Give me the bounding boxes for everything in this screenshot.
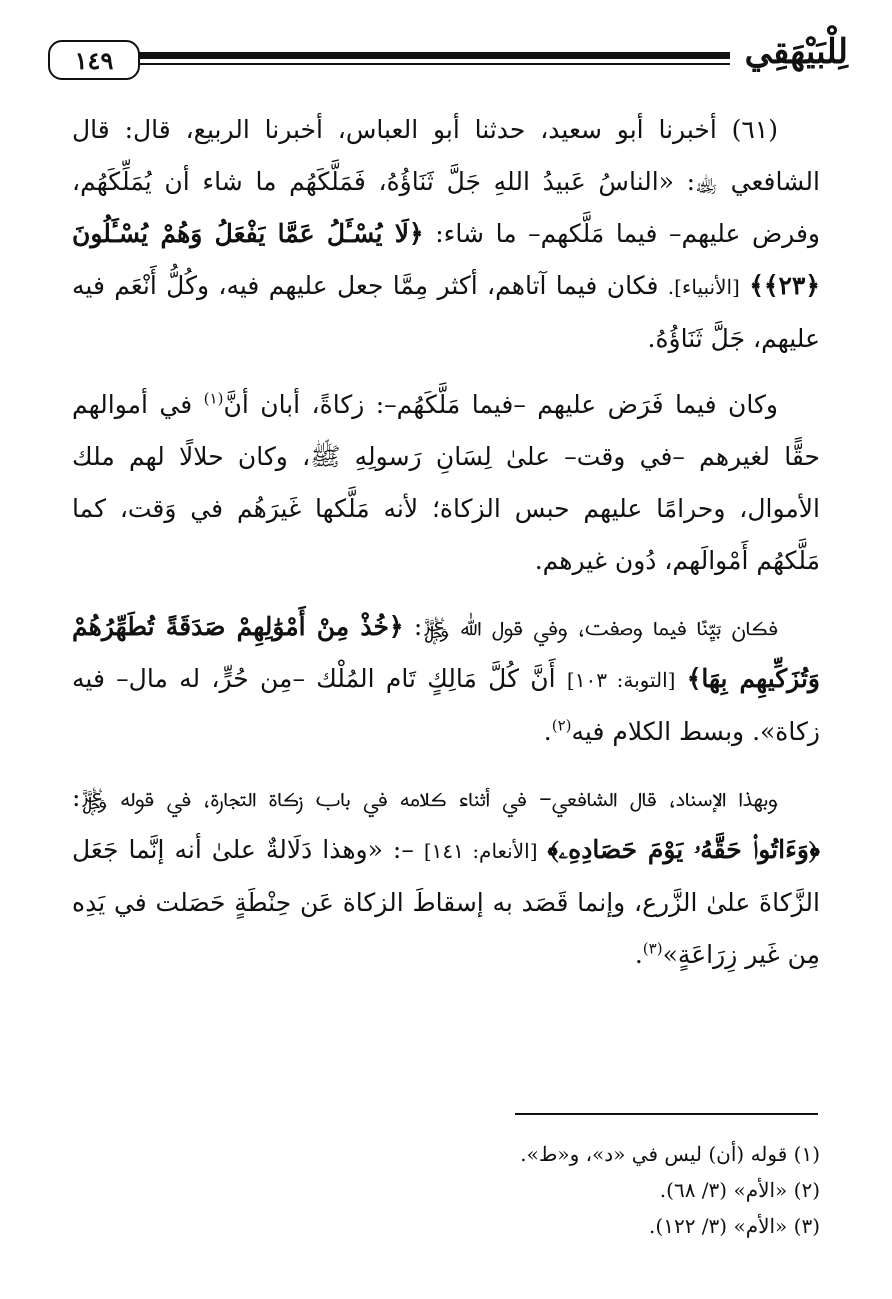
space — [538, 835, 548, 864]
surah-reference: [الأنعام: ١٤١] — [423, 839, 538, 863]
paragraph-61 — [72, 104, 820, 365]
space — [675, 664, 686, 693]
text-run: وبهذا الإسناد، قال الشافعي– في أثناء كلامه في باب زكاة التجارة، في قوله ﷿: — [72, 783, 778, 812]
page-number: ١٤٩ — [48, 40, 140, 80]
footnote-marker: (٣) — [642, 939, 663, 958]
header-rule-thick — [138, 52, 730, 59]
text-run: فكان فيما آتاهم، أكثر مِمَّا جعل عليهم فيه، وكُلُّ أَنْعَم فيه عليهم، جَلَّ ثَنَاؤُهُ. — [72, 271, 820, 353]
text-run: وكان فيما فَرَض عليهم –فيما مَلَّكَهُم–: زكاةً، أبان أنَّ — [223, 390, 778, 419]
space — [740, 271, 749, 300]
footnote-marker: (٢) — [551, 716, 572, 735]
paragraph-zakat — [72, 379, 820, 587]
footnote-2: (٢) «الأم» (٣/ ٦٨). — [659, 1178, 820, 1202]
surah-reference: [التوبة: ١٠٣] — [566, 668, 676, 692]
text-run: –: «وهذا دَلَالةٌ علىٰ أنه إنَّما جَعَل الزَّكاةَ علىٰ الزَّرع، وإنما قَصَد به إسقاطَ الزكاة عَن حِنْطَةٍ حَصَلت في يَدِه مِن غَير زِرَاعَةٍ» — [72, 835, 820, 969]
text-run: . — [634, 940, 643, 969]
quran-verse: ﴿وَءَاتُوا۟ حَقَّهُۥ يَوْمَ حَصَادِهِۦ﴾ — [547, 835, 820, 864]
text-run: . — [543, 717, 552, 746]
main-text — [72, 104, 820, 995]
quran-verse: ﴿خُذْ مِنْ أَمْوَٰلِهِمْ صَدَقَةً تُطَهِّرُهُمْ وَتُزَكِّيهِم بِهَا﴾ — [72, 612, 820, 693]
text-run: فكان بَيِّنًا فيما وصفت، وفي قول الله ﷿: — [403, 612, 778, 641]
page-header — [40, 32, 848, 98]
text-run: أَنَّ كُلَّ مَالِكٍ تَام المُلْك –مِن حُرٍّ، له مال– فيه زكاة». وبسط الكلام فيه — [72, 664, 820, 746]
footnote-marker: (١) — [203, 389, 224, 408]
header-rule-thin — [138, 63, 730, 65]
running-title: لِلْبَيْهَقِي — [744, 32, 848, 72]
paragraph-isnad — [72, 772, 820, 981]
surah-reference: [الأنبياء]. — [667, 275, 740, 299]
quran-verse: ﴿لَا يُسْـَٔلُ عَمَّا يَفْعَلُ وَهُمْ يُسْـَٔلُونَ ﴿٢٣﴾﴾ — [72, 219, 820, 300]
footnote-1: (١) قوله (أن) ليس في «د»، و«ط». — [520, 1142, 820, 1166]
footnote-3: (٣) «الأم» (٣/ ١٢٢). — [649, 1214, 820, 1238]
text-run: في أموالهم حقًّا لغيرهم –في وقت– علىٰ لِسَانِ رَسولِهِ ﷺ، وكان حلالًا لهم ملك الأموال، وحرامًا عليهم حبس الزكاة؛ لأنه مَلَّكها غَيرَهُم في وَقت، كما مَلَّكهُم أَمْوالَهم، دُون غيرهم. — [72, 390, 820, 575]
text-run: (٦١) أخبرنا أبو سعيد، حدثنا أبو العباس، أخبرنا الربيع، قال: قال الشافعي ﵀: «الناسُ عَبيدُ اللهِ جَلَّ ثَنَاؤُهُ، فَمَلَّكَهُم ما شاء أن يُمَلِّكَهُم، وفرض عليهم– فيما مَلَّكهم– ما شاء: — [72, 115, 821, 248]
footnote-separator — [515, 1113, 818, 1115]
paragraph-bayyin — [72, 601, 820, 758]
footnotes — [72, 1136, 820, 1244]
